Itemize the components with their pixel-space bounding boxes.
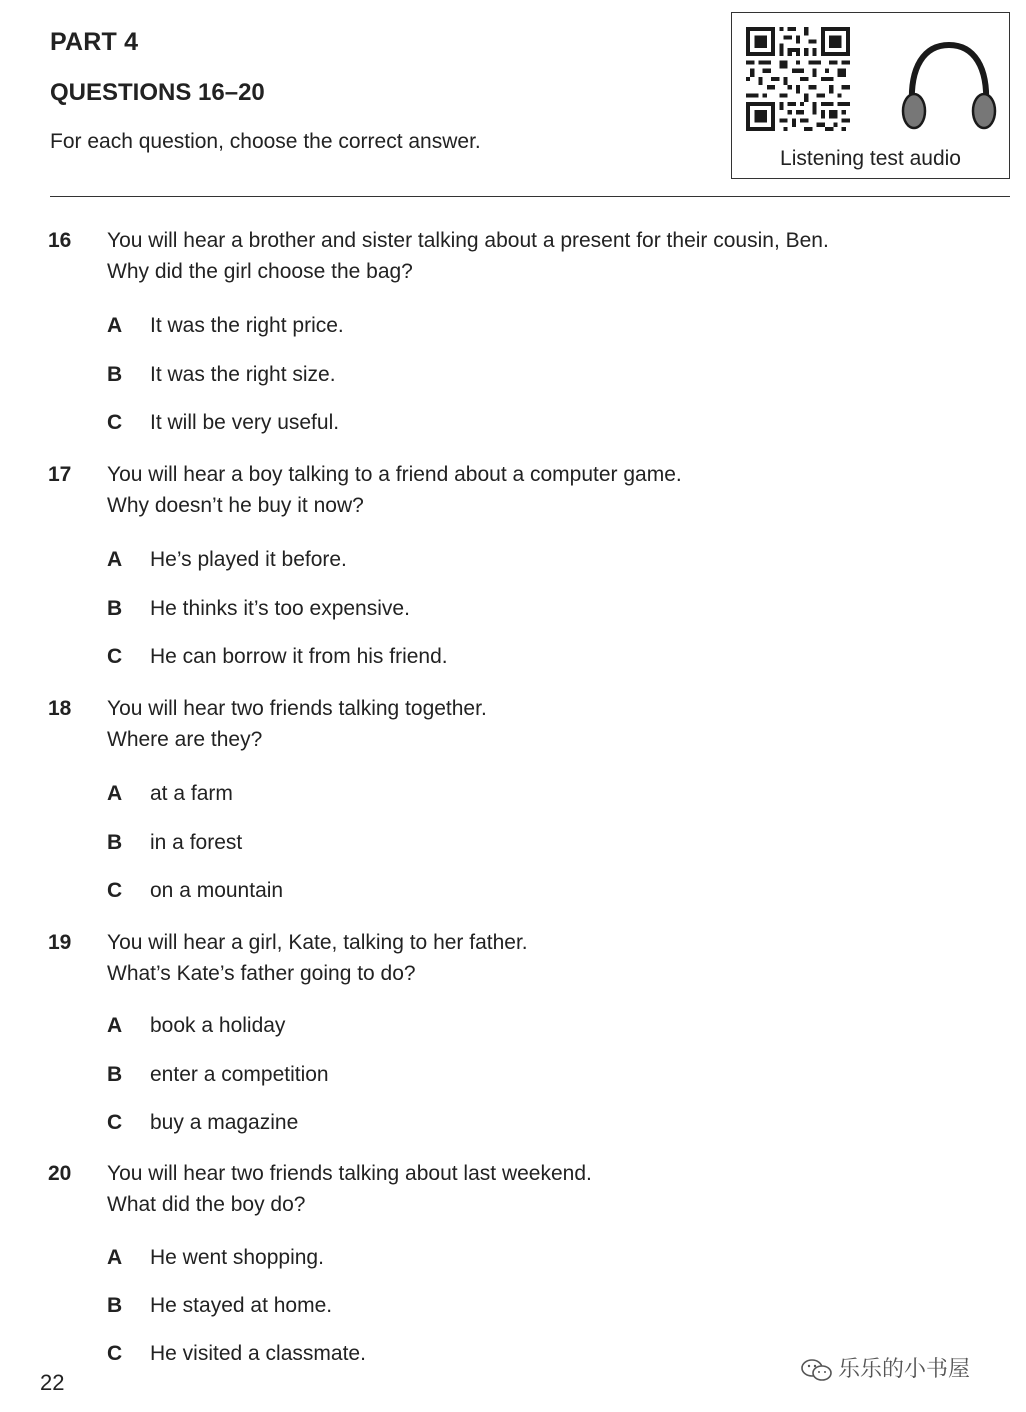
option-a[interactable] xyxy=(107,782,233,806)
watermark xyxy=(800,1352,970,1383)
option-text: It was the right price. xyxy=(150,314,344,337)
option-text: on a mountain xyxy=(150,879,284,902)
question-prompt: What did the boy do? xyxy=(107,1193,306,1216)
option-letter: B xyxy=(107,831,123,854)
option-letter: C xyxy=(107,1342,123,1365)
option-b[interactable] xyxy=(107,1063,329,1087)
option-text: He visited a classmate. xyxy=(150,1342,366,1365)
option-a[interactable] xyxy=(107,548,347,572)
question-prompt: Where are they? xyxy=(107,728,263,751)
option-letter: C xyxy=(107,1111,123,1134)
audio-label: Listening test audio xyxy=(780,147,961,170)
option-letter: C xyxy=(107,645,123,668)
questions-title: QUESTIONS 16–20 xyxy=(50,79,265,106)
option-letter: A xyxy=(107,1246,123,1269)
question-prompt: Why doesn’t he buy it now? xyxy=(107,494,364,517)
wechat-icon xyxy=(800,1358,834,1382)
qr-code-icon[interactable] xyxy=(746,27,850,131)
watermark-text: 乐乐的小书屋 xyxy=(838,1356,971,1381)
question-number: 18 xyxy=(48,697,72,720)
option-text: He went shopping. xyxy=(150,1246,324,1269)
question-number: 20 xyxy=(48,1162,72,1185)
instruction-text: For each question, choose the correct answer. xyxy=(50,130,481,153)
option-text: He thinks it’s too expensive. xyxy=(150,597,410,620)
option-b[interactable] xyxy=(107,597,410,621)
option-a[interactable] xyxy=(107,314,344,338)
option-letter: A xyxy=(107,1014,123,1037)
listening-audio-box[interactable] xyxy=(731,12,1010,179)
option-text: It will be very useful. xyxy=(150,411,340,434)
option-text: He’s played it before. xyxy=(150,548,347,571)
option-letter: B xyxy=(107,363,123,386)
option-c[interactable] xyxy=(107,645,448,669)
header-divider xyxy=(50,196,1010,197)
question-context: You will hear two friends talking about last weekend. xyxy=(107,1162,592,1185)
option-a[interactable] xyxy=(107,1014,285,1038)
option-letter: B xyxy=(107,1063,123,1086)
option-c[interactable] xyxy=(107,1342,366,1366)
page-number: 22 xyxy=(40,1370,65,1395)
option-b[interactable] xyxy=(107,831,242,855)
question-context: You will hear a boy talking to a friend about a computer game. xyxy=(107,463,682,486)
question-number: 17 xyxy=(48,463,72,486)
question-context: You will hear a brother and sister talking about a present for their cousin, Ben. xyxy=(107,229,829,252)
option-c[interactable] xyxy=(107,1111,298,1135)
question-prompt: What’s Kate’s father going to do? xyxy=(107,962,416,985)
option-a[interactable] xyxy=(107,1246,324,1270)
question-prompt: Why did the girl choose the bag? xyxy=(107,260,413,283)
option-text: It was the right size. xyxy=(150,363,336,386)
option-letter: B xyxy=(107,597,123,620)
option-letter: A xyxy=(107,782,123,805)
part-title: PART 4 xyxy=(50,28,139,56)
option-letter: A xyxy=(107,314,123,337)
option-letter: A xyxy=(107,548,123,571)
question-context: You will hear a girl, Kate, talking to her father. xyxy=(107,931,528,954)
question-number: 16 xyxy=(48,229,72,252)
option-text: at a farm xyxy=(150,782,233,805)
option-text: He stayed at home. xyxy=(150,1294,333,1317)
option-b[interactable] xyxy=(107,363,336,387)
option-text: book a holiday xyxy=(150,1014,286,1037)
option-text: buy a magazine xyxy=(150,1111,299,1134)
option-letter: B xyxy=(107,1294,123,1317)
option-c[interactable] xyxy=(107,411,339,435)
option-text: enter a competition xyxy=(150,1063,329,1086)
question-number: 19 xyxy=(48,931,72,954)
option-letter: C xyxy=(107,879,123,902)
option-text: He can borrow it from his friend. xyxy=(150,645,448,668)
headphones-icon xyxy=(898,39,1000,135)
option-c[interactable] xyxy=(107,879,283,903)
option-text: in a forest xyxy=(150,831,243,854)
question-context: You will hear two friends talking together. xyxy=(107,697,487,720)
option-b[interactable] xyxy=(107,1294,332,1318)
option-letter: C xyxy=(107,411,123,434)
